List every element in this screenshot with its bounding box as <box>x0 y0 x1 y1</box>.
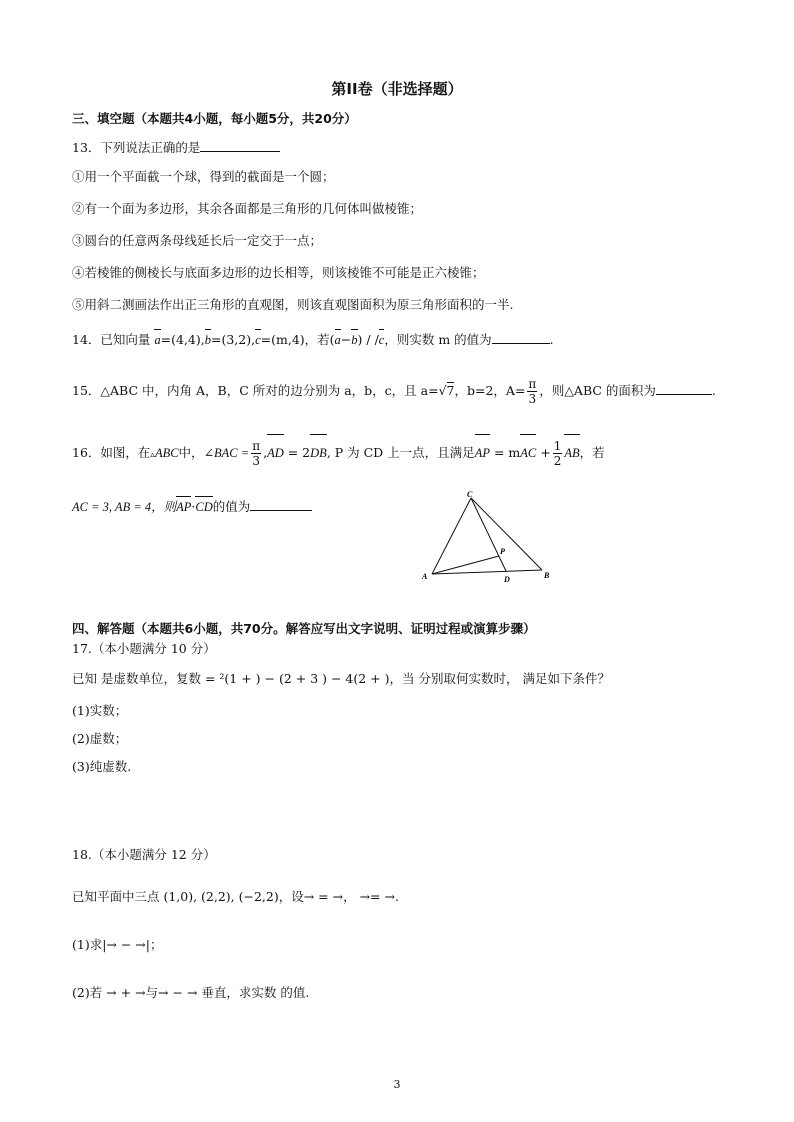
section4-heading: 四、解答题（本题共6小题，共70分。解答应写出文字说明、证明过程或演算步骤） <box>72 621 536 636</box>
vector-a-value: =(4,4), <box>160 332 205 347</box>
fraction-one-half <box>553 439 563 468</box>
q18-part-1: (1)求|→ − →|； <box>72 937 163 952</box>
q15-lead: 15．△ABC 中，内角 A，B，C 所对的边分别为 a，b，c，且 a= <box>72 383 439 398</box>
vector-cd: CD <box>195 500 213 514</box>
eq-m: = m <box>489 445 521 460</box>
vector-c: c <box>255 333 261 347</box>
q14-lead: 14．已知向量 <box>72 332 151 347</box>
q16-tail: ，若 <box>579 445 605 460</box>
dot-product: · <box>191 499 196 514</box>
label-b: B <box>544 571 550 580</box>
q14-cond-open: ，若( <box>304 332 335 347</box>
q13-option-3: ③圆台的任意两条母线延长后一定交于一点； <box>72 233 323 248</box>
q15 <box>72 374 716 408</box>
q14-tail: ，则实数 m 的值为 <box>384 332 492 347</box>
q14-end: . <box>549 332 554 347</box>
label-d: D <box>504 575 510 584</box>
label-a: A <box>422 572 428 581</box>
q13-option-2: ②有一个面为多边形，其余各面都是三角形的几何体叫做棱锥； <box>72 201 423 216</box>
vector-ad: AD <box>267 436 284 470</box>
frac-num: π <box>252 439 261 453</box>
q17-part-2: (2)虚数； <box>72 731 128 746</box>
edge-ca <box>432 498 471 574</box>
q16-line2-tail: 的值为 <box>212 499 251 514</box>
q17-header: 17.（本小题满分 10 分） <box>72 641 216 656</box>
vector-db: DB <box>310 436 327 470</box>
page-number: 3 <box>393 1078 401 1091</box>
q16-line1: 16．如图，在▵ABC中，∠BAC = $\frac{\pi}{3}$ ,AD = 2DB, P 为 CD 上一点，且满足AP = mAC + $\frac{1}{2}$ AB，若 <box>72 436 605 472</box>
edge-cb <box>471 498 542 570</box>
segment-ap <box>432 556 499 574</box>
vector-b: b <box>204 333 211 347</box>
q18-stem: 已知平面中三点 (1,0), (2,2), (−2,2)，设→ = →， →= →. <box>72 889 399 904</box>
q15-mid: ，b=2，A= <box>454 383 526 398</box>
answer-blank <box>656 381 712 395</box>
label-c: C <box>467 490 473 499</box>
vector-b: b <box>351 333 358 347</box>
eq-2: = 2 <box>283 445 311 460</box>
plus: + <box>536 445 551 460</box>
section3-heading: 三、填空题（本题共4小题，每小题5分，共20分） <box>72 111 357 126</box>
q17-part-1: (1)实数； <box>72 703 128 718</box>
q17-stem: 已知 是虚数单位，复数 = ²(1 + ) − (2 + 3 ) − 4(2 + )，当 分别取何实数时， 满足如下条件？ <box>72 671 610 686</box>
q18-header: 18.（本小题满分 12 分） <box>72 847 216 862</box>
vector-c-value: =(m,4) <box>260 332 305 347</box>
answer-blank <box>492 330 550 344</box>
q15-tail: ，则△ABC 的面积为 <box>539 383 656 398</box>
vector-ab: AB <box>564 436 579 470</box>
sqrt-value: 7 <box>446 383 455 398</box>
q17-part-3: (3)纯虚数. <box>72 759 132 774</box>
q13-option-1: ①用一个平面截一个球，得到的截面是一个圆； <box>72 169 335 184</box>
vector-c: c <box>378 333 385 347</box>
vector-ac: AC <box>520 436 536 470</box>
sqrt-sign: √ <box>438 383 447 398</box>
fraction-pi-over-3 <box>527 377 537 406</box>
q16-line2 <box>72 497 312 516</box>
vector-a: a <box>334 333 341 347</box>
vector-ap: AP <box>176 500 192 514</box>
q14-parallel: ) / / <box>357 332 379 347</box>
q14 <box>72 330 554 349</box>
triangle-abc: ABC <box>154 446 179 460</box>
vector-a: a <box>154 333 161 347</box>
q14-minus: − <box>340 332 352 347</box>
triangle-figure <box>418 488 558 588</box>
q13-option-4: ④若棱锥的侧棱长与底面多边形的边长相等，则该棱锥不可能是正六棱锥； <box>72 265 485 280</box>
vector-ap: AP <box>475 436 490 470</box>
frac-num: π <box>528 377 537 391</box>
q13-stem <box>72 138 280 157</box>
fraction-pi-over-3 <box>251 439 261 468</box>
q18-part-2: (2)若 → + →与→ − → 垂直，求实数 的值. <box>72 985 310 1000</box>
frac-den: 2 <box>553 454 562 468</box>
q13-stem-text: 13．下列说法正确的是 <box>72 140 201 155</box>
answer-blank <box>250 497 312 511</box>
edge-ab <box>432 570 542 574</box>
part-title: 第II卷（非选择题） <box>331 80 463 98</box>
answer-blank <box>200 138 280 152</box>
angle-bac: ∠BAC = <box>203 446 250 460</box>
segment-cd <box>471 498 506 571</box>
frac-den: 3 <box>528 392 537 406</box>
frac-den: 3 <box>252 454 260 468</box>
q16-lead: 16．如图，在 <box>72 445 151 460</box>
q16-given: AC = 3, AB = 4，则 <box>72 500 177 514</box>
q16-mid: 中， <box>178 445 204 460</box>
vector-b-value: =(3,2), <box>210 332 256 347</box>
q13-option-5: ⑤用斜二测画法作出正三角形的直观图，则该直观图面积为原三角形面积的一半. <box>72 297 514 312</box>
q15-end: . <box>711 383 716 398</box>
label-p: P <box>500 547 505 556</box>
frac-num: 1 <box>553 439 562 453</box>
q16-p-on-cd: , P 为 CD 上一点，且满足 <box>326 445 475 460</box>
triangle-symbol: ▵ <box>150 450 155 460</box>
